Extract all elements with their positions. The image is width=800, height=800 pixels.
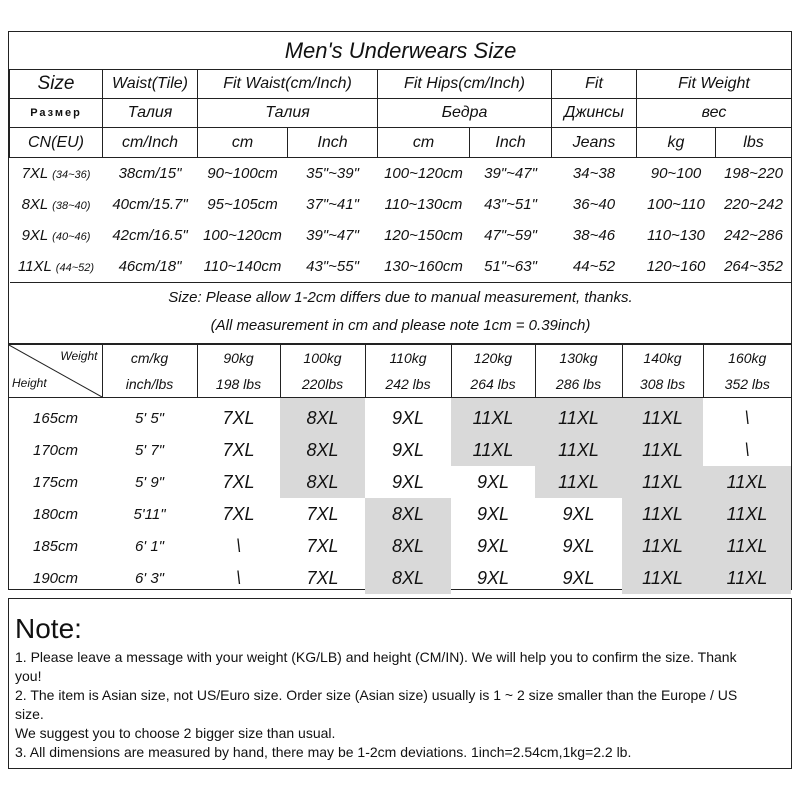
hips-cm-cell: 100~120cm xyxy=(378,158,470,190)
note-line: 2. The item is Asian size, not US/Euro size. Order size (Asian size) usually is 1 ~ 2 size smaller than the Europe / US xyxy=(15,687,738,703)
ru-fit-weight: вес xyxy=(637,99,792,128)
height-label: Height xyxy=(12,376,47,390)
kg-cell: 110~130 xyxy=(647,227,705,244)
ru-fit-waist: Талия xyxy=(198,99,378,128)
recommended-size-cell: \ xyxy=(744,439,750,460)
size-note: Size: Please allow 1-2cm differs due to manual measurement, thanks. xyxy=(10,283,792,313)
recommended-size-cell: 9XL xyxy=(562,567,595,588)
weight-kg: 90kg xyxy=(197,345,280,371)
weight-lbs: 352 lbs xyxy=(703,371,791,398)
recommended-size-cell: 11XL xyxy=(622,562,703,594)
waist-tile-cell: 42cm/16.5" xyxy=(112,227,188,244)
weight-lbs: 308 lbs xyxy=(622,371,703,398)
waist-tile-cell: 40cm/15.7" xyxy=(112,196,188,213)
recommended-size-cell: 11XL xyxy=(703,530,791,562)
note-line: size. xyxy=(15,706,44,722)
recommended-size-cell: 11XL xyxy=(451,434,535,466)
waist-cm-cell: 90~100cm xyxy=(198,158,288,190)
height-inch: 6' 3" xyxy=(134,569,165,587)
recommended-size-cell: 9XL xyxy=(562,503,595,524)
recommended-size-cell: 9XL xyxy=(391,471,425,492)
hips-cm-cell: 130~160cm xyxy=(384,258,463,275)
recommended-size-cell: 11XL xyxy=(535,466,622,498)
size-chart xyxy=(8,31,792,344)
recommended-size-cell: 7XL xyxy=(222,471,255,492)
weight-kg: 130kg xyxy=(535,345,622,371)
unit-jeans: Jeans xyxy=(552,128,637,158)
kg-cell: 120~160 xyxy=(646,258,706,275)
recommendation-grid xyxy=(8,344,792,590)
weight-kg: 120kg xyxy=(451,345,535,371)
measure-note: (All measurement in cm and please note 1cm = 0.39inch) xyxy=(210,316,591,334)
unit-size: CN(EU) xyxy=(10,128,103,158)
kg-cell: 100~110 xyxy=(647,196,705,213)
table-row xyxy=(10,158,792,190)
notes-title: Note: xyxy=(15,613,82,644)
col-fit: Fit xyxy=(552,70,637,99)
waist-tile-cell: 46cm/18" xyxy=(118,258,182,275)
height-inch: 5'11" xyxy=(133,505,166,523)
grid-row xyxy=(9,398,791,435)
weight-lbs: 242 lbs xyxy=(365,371,451,398)
recommended-size-cell: 7XL xyxy=(306,567,339,588)
unit-waist-tile: cm/Inch xyxy=(103,128,198,158)
recommended-size-cell: 11XL xyxy=(622,434,703,466)
recommended-size-cell: 7XL xyxy=(222,503,255,524)
table-row xyxy=(10,251,792,283)
note-line: you! xyxy=(15,668,42,684)
table-row xyxy=(10,220,792,251)
waist-inch-cell: 37"~41" xyxy=(306,196,359,213)
jeans-cell: 38~46 xyxy=(572,227,616,244)
recommended-size-cell: 9XL xyxy=(562,535,595,556)
recommended-size-cell: 9XL xyxy=(391,439,425,460)
unit-hips-cm: cm xyxy=(378,128,470,158)
recommended-size-cell: 11XL xyxy=(622,398,703,435)
recommended-size-cell: 9XL xyxy=(476,503,510,524)
hips-inch-cell: 39"~47" xyxy=(470,158,552,190)
size-chart-table xyxy=(9,32,792,338)
recommended-size-cell: 9XL xyxy=(476,471,510,492)
waist-inch-cell: 43"~55" xyxy=(306,258,359,275)
waist-inch-cell: 35"~39" xyxy=(288,158,378,190)
lbs-cell: 220~242 xyxy=(724,196,783,213)
hips-inch-cell: 47"~59" xyxy=(484,227,537,244)
ru-fit-hips: Бедра xyxy=(378,99,552,128)
hips-cm-cell: 110~130cm xyxy=(384,196,463,213)
waist-inch-cell: 39"~47" xyxy=(306,227,359,244)
recommended-size-cell: 11XL xyxy=(703,498,791,530)
recommended-size-cell: 7XL xyxy=(222,407,255,428)
height-cm: 175cm xyxy=(32,473,79,491)
ru-waist-tile: Талия xyxy=(103,99,198,128)
recommended-size-cell: 7XL xyxy=(306,503,339,524)
recommended-size-cell: \ xyxy=(744,407,750,428)
height-inch: 5' 5" xyxy=(134,409,165,427)
size-cell: 9XL (40~46) xyxy=(21,227,91,244)
height-inch: 6' 1" xyxy=(134,537,165,555)
weight-kg: 160kg xyxy=(728,350,767,366)
height-cm: 165cm xyxy=(32,409,79,427)
col-waist-tile: Waist(Tile) xyxy=(103,70,198,99)
weight-lbs: 198 lbs xyxy=(197,371,280,398)
unit-hips-inch: Inch xyxy=(470,128,552,158)
ru-size: Размер xyxy=(10,99,103,128)
table-row xyxy=(10,189,792,220)
size-cell: 11XL (44~52) xyxy=(17,258,95,275)
recommended-size-cell: 9XL xyxy=(476,535,510,556)
height-cm: 190cm xyxy=(32,569,79,587)
height-cm: 185cm xyxy=(32,537,79,555)
size-cell: 7XL (34~36) xyxy=(10,158,103,190)
lbs-cell: 198~220 xyxy=(716,158,792,190)
waist-tile-cell: 38cm/15" xyxy=(103,158,198,190)
recommended-size-cell: 11XL xyxy=(622,466,703,498)
recommended-size-cell: 11XL xyxy=(622,530,703,562)
lbs-cell: 242~286 xyxy=(724,227,783,244)
col-fit-hips: Fit Hips(cm/Inch) xyxy=(378,70,552,99)
unit-waist-inch: Inch xyxy=(288,128,378,158)
recommended-size-cell: 8XL xyxy=(365,498,451,530)
recommended-size-cell: 11XL xyxy=(451,398,535,435)
unit-imperial: inch/lbs xyxy=(102,371,197,398)
grid-row xyxy=(9,466,791,498)
weight-kg: 110kg xyxy=(365,345,451,371)
recommended-size-cell: 8XL xyxy=(365,530,451,562)
recommended-size-cell: \ xyxy=(235,567,241,588)
recommended-size-cell: 7XL xyxy=(306,535,339,556)
grid-row xyxy=(9,434,791,466)
waist-cm-cell: 95~105cm xyxy=(207,196,278,213)
jeans-cell: 44~52 xyxy=(572,258,616,275)
recommended-size-cell: 11XL xyxy=(703,466,791,498)
note-line: 1. Please leave a message with your weight (KG/LB) and height (CM/IN). We will help you to confirm the size. Thank xyxy=(15,649,737,665)
unit-lbs: lbs xyxy=(716,128,792,158)
recommended-size-cell: 8XL xyxy=(280,434,365,466)
recommended-size-cell: 9XL xyxy=(391,407,425,428)
hips-cm-cell: 120~150cm xyxy=(384,227,463,244)
weight-label: Weight xyxy=(60,349,98,363)
grid-row xyxy=(9,562,791,594)
waist-cm-cell: 110~140cm xyxy=(203,258,282,275)
recommended-size-cell: 11XL xyxy=(622,498,703,530)
waist-cm-cell: 100~120cm xyxy=(203,227,282,244)
size-cell: 8XL (38~40) xyxy=(21,196,91,213)
note-line: 3. All dimensions are measured by hand, there may be 1-2cm deviations. 1inch=2.54cm,1kg=2.2 lb. xyxy=(15,744,632,760)
unit-metric: cm/kg xyxy=(102,345,197,371)
weight-lbs: 286 lbs xyxy=(535,371,622,398)
height-inch: 5' 7" xyxy=(134,441,165,459)
recommended-size-cell: \ xyxy=(235,535,241,556)
height-inch: 5' 9" xyxy=(134,473,165,491)
lbs-cell: 264~352 xyxy=(724,258,783,275)
recommended-size-cell: 7XL xyxy=(222,439,255,460)
unit-waist-cm: cm xyxy=(198,128,288,158)
recommended-size-cell: 9XL xyxy=(476,567,510,588)
weight-height-corner xyxy=(9,345,102,398)
hips-inch-cell: 51"~63" xyxy=(484,258,537,275)
kg-cell: 90~100 xyxy=(637,158,716,190)
recommendation-table xyxy=(9,345,791,594)
height-cm: 180cm xyxy=(32,505,79,523)
unit-kg: kg xyxy=(637,128,716,158)
height-cm: 170cm xyxy=(32,441,79,459)
recommended-size-cell: 8XL xyxy=(365,562,451,594)
col-fit-waist: Fit Waist(cm/Inch) xyxy=(198,70,378,99)
jeans-cell: 34~38 xyxy=(552,158,637,190)
chart-title: Men's Underwears Size xyxy=(10,32,792,70)
col-size: Size xyxy=(10,70,103,99)
weight-kg: 140kg xyxy=(622,345,703,371)
col-fit-weight: Fit Weight xyxy=(637,70,792,99)
weight-lbs: 220lbs xyxy=(280,371,365,398)
grid-row xyxy=(9,498,791,530)
recommended-size-cell: 11XL xyxy=(535,398,622,435)
note-line: We suggest you to choose 2 bigger size than usual. xyxy=(15,725,336,741)
jeans-cell: 36~40 xyxy=(572,196,616,213)
recommended-size-cell: 8XL xyxy=(280,398,365,435)
hips-inch-cell: 43"~51" xyxy=(484,196,537,213)
weight-lbs: 264 lbs xyxy=(451,371,535,398)
recommended-size-cell: 8XL xyxy=(280,466,365,498)
recommended-size-cell: 11XL xyxy=(703,562,791,594)
weight-kg: 100kg xyxy=(280,345,365,371)
notes-panel xyxy=(8,598,792,769)
grid-row xyxy=(9,530,791,562)
ru-fit: Джинсы xyxy=(552,99,637,128)
recommended-size-cell: 11XL xyxy=(535,434,622,466)
